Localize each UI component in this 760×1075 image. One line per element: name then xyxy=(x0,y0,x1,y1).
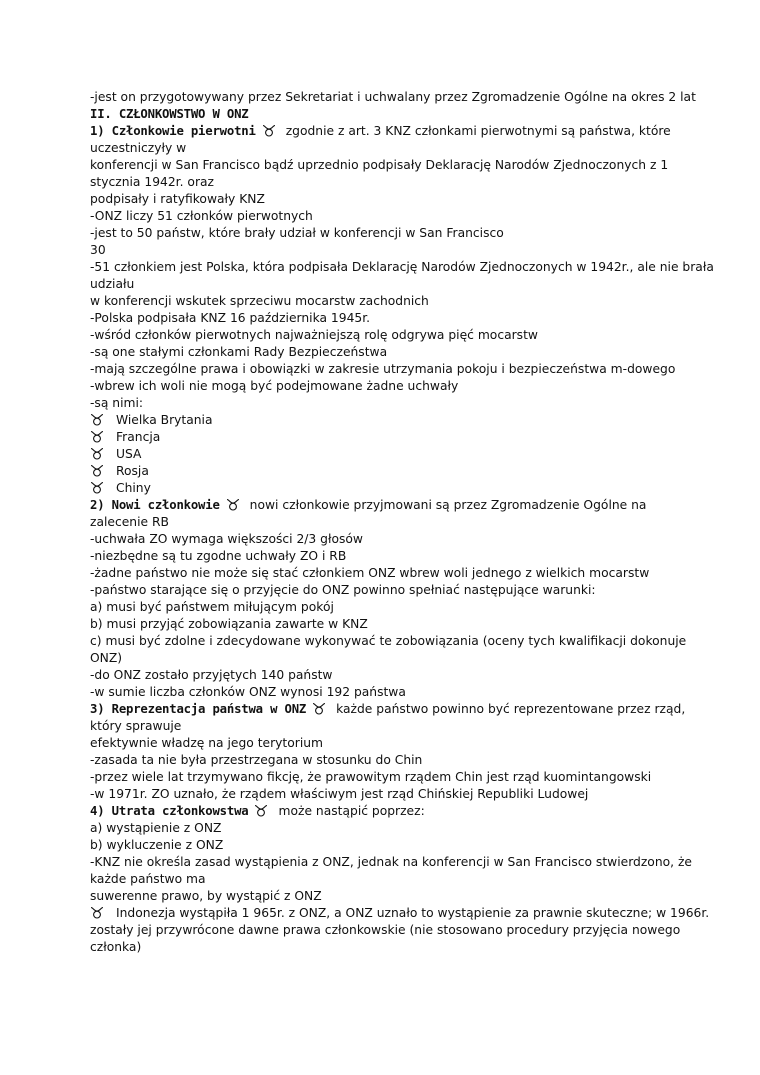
line-text: c) musi być zdolne i zdecydowane wykonywać te zobowiązania (oceny tych kwalifikacji dokonuje xyxy=(90,634,687,648)
line-text: -w 1971r. ZO uznało, że rządem właściwym jest rząd Chińskiej Republiki Ludowej xyxy=(90,787,589,801)
text-line xyxy=(90,888,680,905)
line-text: -niezbędne są tu zgodne uchwały ZO i RB xyxy=(90,549,347,563)
text-line xyxy=(90,548,680,565)
line-text: nowi członkowie przyjmowani są przez Zgromadzenie Ogólne na xyxy=(249,498,647,512)
taurus-icon xyxy=(90,447,104,460)
text-line xyxy=(90,174,680,191)
text-line xyxy=(90,939,680,956)
text-line xyxy=(90,820,680,837)
subsection-heading-4 xyxy=(90,803,680,820)
line-text: uczestniczyły w xyxy=(90,141,187,155)
subsection-heading-3 xyxy=(90,701,686,718)
line-text: konferencji w San Francisco bądź uprzednio podpisały Deklarację Narodów Zjednoczonych z 1 xyxy=(90,158,669,172)
list-item-label: Wielka Brytania xyxy=(116,413,213,427)
text-line xyxy=(90,276,680,293)
text-line xyxy=(90,310,680,327)
line-text: -uchwała ZO wymaga większości 2/3 głosów xyxy=(90,532,363,546)
line-text: a) musi być państwem miłującym pokój xyxy=(90,600,334,614)
text-line xyxy=(90,871,680,888)
line-text: -51 członkiem jest Polska, która podpisała Deklarację Narodów Zjednoczonych w 1942r., ale nie brała xyxy=(90,260,714,274)
line-text: -Polska podpisała KNZ 16 października 1945r. xyxy=(90,311,371,325)
line-text: b) musi przyjąć zobowiązania zawarte w KNZ xyxy=(90,617,368,631)
text-line xyxy=(90,89,696,106)
line-text: może nastąpić poprzez: xyxy=(278,804,425,818)
text-line xyxy=(90,854,692,871)
line-text: -wśród członków pierwotnych najważniejszą rolę odgrywa pięć mocarstw xyxy=(90,328,538,342)
text-line xyxy=(90,361,680,378)
line-text: zalecenie RB xyxy=(90,515,169,529)
list-item xyxy=(90,446,680,463)
text-line xyxy=(90,599,680,616)
text-line xyxy=(90,395,680,412)
text-line xyxy=(90,667,680,684)
line-text: -zasada ta nie była przestrzegana w stosunku do Chin xyxy=(90,753,423,767)
heading-text: 2) Nowi członkowie xyxy=(90,498,220,512)
line-text: -przez wiele lat trzymywano fikcję, że prawowitym rządem Chin jest rząd kuomintangowski xyxy=(90,770,652,784)
text-line xyxy=(90,684,680,701)
list-item-label: Rosja xyxy=(116,464,149,478)
text-line xyxy=(90,837,680,854)
heading-text: 4) Utrata członkowstwa xyxy=(90,804,249,818)
text-line xyxy=(90,565,680,582)
text-line xyxy=(90,191,680,208)
line-text: suwerenne prawo, by wystąpić z ONZ xyxy=(90,889,322,903)
line-text: a) wystąpienie z ONZ xyxy=(90,821,222,835)
line-text: -jest on przygotowywany przez Sekretariat i uchwalany przez Zgromadzenie Ogólne na okres 2 lat xyxy=(90,90,696,104)
subsection-heading-1 xyxy=(90,123,680,140)
list-item xyxy=(90,480,680,497)
taurus-icon xyxy=(254,804,268,817)
text-line xyxy=(90,582,680,599)
line-text: -żadne państwo nie może się stać członkiem ONZ wbrew woli jednego z wielkich mocarstw xyxy=(90,566,650,580)
heading-text: 1) Członkowie pierwotni xyxy=(90,124,256,138)
list-item-label: Francja xyxy=(116,430,161,444)
list-item xyxy=(90,905,710,922)
line-text: -w sumie liczba członków ONZ wynosi 192 państwa xyxy=(90,685,406,699)
text-line xyxy=(90,616,680,633)
line-text: każde państwo powinno być reprezentowane przez rząd, xyxy=(336,702,686,716)
line-text: który sprawuje xyxy=(90,719,182,733)
line-text: 30 xyxy=(90,243,106,257)
text-line xyxy=(90,922,680,939)
text-line xyxy=(90,735,680,752)
taurus-icon xyxy=(90,413,104,426)
text-line xyxy=(90,208,680,225)
list-item xyxy=(90,429,680,446)
taurus-icon xyxy=(262,124,276,137)
list-item-label: Chiny xyxy=(116,481,151,495)
text-line xyxy=(90,140,680,157)
line-text: członka) xyxy=(90,940,142,954)
line-text: podpisały i ratyfikowały KNZ xyxy=(90,192,265,206)
text-line xyxy=(90,225,680,242)
subsection-heading-2 xyxy=(90,497,680,514)
text-line xyxy=(90,259,714,276)
list-item-label: USA xyxy=(116,447,142,461)
text-line xyxy=(90,514,680,531)
text-line xyxy=(90,786,680,803)
line-text: -KNZ nie określa zasad wystąpienia z ONZ, jednak na konferencji w San Francisco stwierdzono, że xyxy=(90,855,692,869)
taurus-icon xyxy=(90,481,104,494)
line-text: -państwo starające się o przyjęcie do ONZ powinno spełniać następujące warunki: xyxy=(90,583,596,597)
line-text: zostały jej przywrócone dawne prawa członkowskie (nie stosowano procedury przyjęcia nowego xyxy=(90,923,681,937)
line-text: -do ONZ zostało przyjętych 140 państw xyxy=(90,668,333,682)
list-item-label: Indonezja wystąpiła 1 965r. z ONZ, a ONZ uznało to wystąpienie za prawnie skuteczne; w 1966r. xyxy=(116,906,710,920)
list-item xyxy=(90,463,680,480)
text-line xyxy=(90,650,680,667)
line-text: -wbrew ich woli nie mogą być podejmowane żadne uchwały xyxy=(90,379,459,393)
text-line xyxy=(90,633,687,650)
line-text: stycznia 1942r. oraz xyxy=(90,175,214,189)
text-line xyxy=(90,378,680,395)
text-line xyxy=(90,327,680,344)
line-text: -są one stałymi członkami Rady Bezpieczeństwa xyxy=(90,345,388,359)
text-line xyxy=(90,718,680,735)
line-text: ONZ) xyxy=(90,651,123,665)
text-line xyxy=(90,293,680,310)
line-text: udziału xyxy=(90,277,135,291)
list-item xyxy=(90,412,680,429)
line-text: -ONZ liczy 51 członków pierwotnych xyxy=(90,209,313,223)
taurus-icon xyxy=(90,430,104,443)
line-text: -jest to 50 państw, które brały udział w konferencji w San Francisco xyxy=(90,226,504,240)
document-page xyxy=(90,89,714,956)
taurus-icon xyxy=(312,702,326,715)
text-line xyxy=(90,752,680,769)
text-line xyxy=(90,531,680,548)
heading-text: 3) Reprezentacja państwa w ONZ xyxy=(90,702,307,716)
text-line xyxy=(90,769,680,786)
taurus-icon xyxy=(90,906,104,919)
line-text: -mają szczególne prawa i obowiązki w zakresie utrzymania pokoju i bezpieczeństwa m-dowego xyxy=(90,362,676,376)
section-heading xyxy=(90,106,680,123)
line-text: -są nimi: xyxy=(90,396,144,410)
line-text: efektywnie władzę na jego terytorium xyxy=(90,736,324,750)
taurus-icon xyxy=(90,464,104,477)
taurus-icon xyxy=(226,498,240,511)
line-text: każde państwo ma xyxy=(90,872,206,886)
line-text: b) wykluczenie z ONZ xyxy=(90,838,224,852)
line-text: w konferencji wskutek sprzeciwu mocarstw zachodnich xyxy=(90,294,429,308)
line-text: zgodnie z art. 3 KNZ członkami pierwotnymi są państwa, które xyxy=(285,124,671,138)
text-line xyxy=(90,344,680,361)
text-line xyxy=(90,242,680,259)
heading-text: II. CZŁONKOWSTWO W ONZ xyxy=(90,107,249,121)
text-line xyxy=(90,157,680,174)
